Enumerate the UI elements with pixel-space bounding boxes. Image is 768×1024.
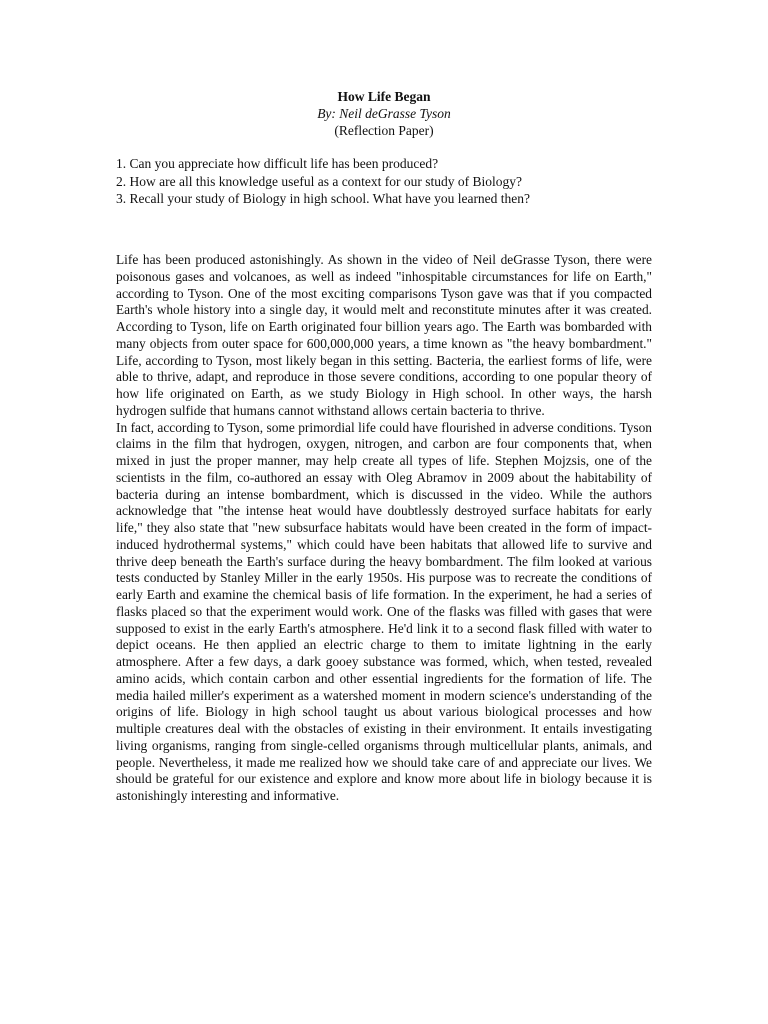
essay-body <box>116 252 652 805</box>
document-byline: By: Neil deGrasse Tyson <box>317 106 451 121</box>
question-item-1: 1. Can you appreciate how difficult life has been produced? <box>116 156 439 171</box>
question-item-3: 3. Recall your study of Biology in high school. What have you learned then? <box>116 191 531 206</box>
question-item-2: 2. How are all this knowledge useful as a context for our study of Biology? <box>116 173 523 189</box>
essay-paragraph-1: Life has been produced astonishingly. As shown in the video of Neil deGrasse Tyson, there were poisonous gases and volcanoes, as well as indeed "inhospitable circumstances for life on Earth," according to Tyson. One of the most exciting comparisons Tyson gave was that if you compacted Earth's whole history into a single day, it would melt and reconstitute minutes after it was created. According to Tyson, life on Earth originated four billion years ago. The Earth was bombarded with many objects from outer space for 600,000,000 years, a time known as "the heavy bombardment." Life, according to Tyson, most likely began in this setting. Bacteria, the earliest forms of life, were able to thrive, adapt, and reproduce in those severe conditions, according to one popular theory of how life originated on Earth, as we study Biology in High school. In other ways, the harsh hydrogen sulfide that humans cannot withstand allows certain bacteria to thrive. <box>116 252 652 418</box>
question-list <box>116 155 656 208</box>
document-header <box>0 88 768 139</box>
document-subtitle: (Reflection Paper) <box>334 123 434 138</box>
document-title: How Life Began <box>337 89 431 104</box>
essay-paragraph-2: In fact, according to Tyson, some primordial life could have flourished in adverse conditions. Tyson claims in the film that hydrogen, oxygen, nitrogen, and carbon are four components that, when mixed in just the proper manner, may help create all types of life. Stephen Mojzsis, one of the scientists in the film, co-authored an essay with Oleg Abramov in 2009 about the habitability of bacteria during an intense bombardment, which is discussed in the video. While the authors acknowledge that "the intense heat would have doubtlessly destroyed surface habitats for early life," they also state that "new subsurface habitats would have been created in the form of impact-induced hydrothermal systems," which could have been habitats that allowed life to survive and thrive deep beneath the Earth's surface during the heavy bombardment. The film looked at various tests conducted by Stanley Miller in the early 1950s. His purpose was to recreate the conditions of early Earth and examine the chemical basis of life formation. In the experiment, he had a series of flasks placed so that the experiment would work. One of the flasks was filled with gases that were supposed to exist in the early Earth's atmosphere. He'd link it to a second flask filled with water to depict oceans. He then applied an electric charge to them to imitate lightning in the early atmosphere. After a few days, a dark gooey substance was formed, which, when tested, revealed amino acids, which contain carbon and other essential ingredients for the formation of life. The media hailed miller's experiment as a watershed moment in modern science's understanding of the origins of life. Biology in high school taught us about various biological processes and how multiple creatures deal with the obstacles of existing in their environment. It entails investigating living organisms, ranging from single-celled organisms through multicellular plants, animals, and people. Nevertheless, it made me realized how we should take care of and appreciate our lives. We should be grateful for our existence and explore and know more about life in biology because it is astonishingly interesting and informative. <box>116 419 652 803</box>
